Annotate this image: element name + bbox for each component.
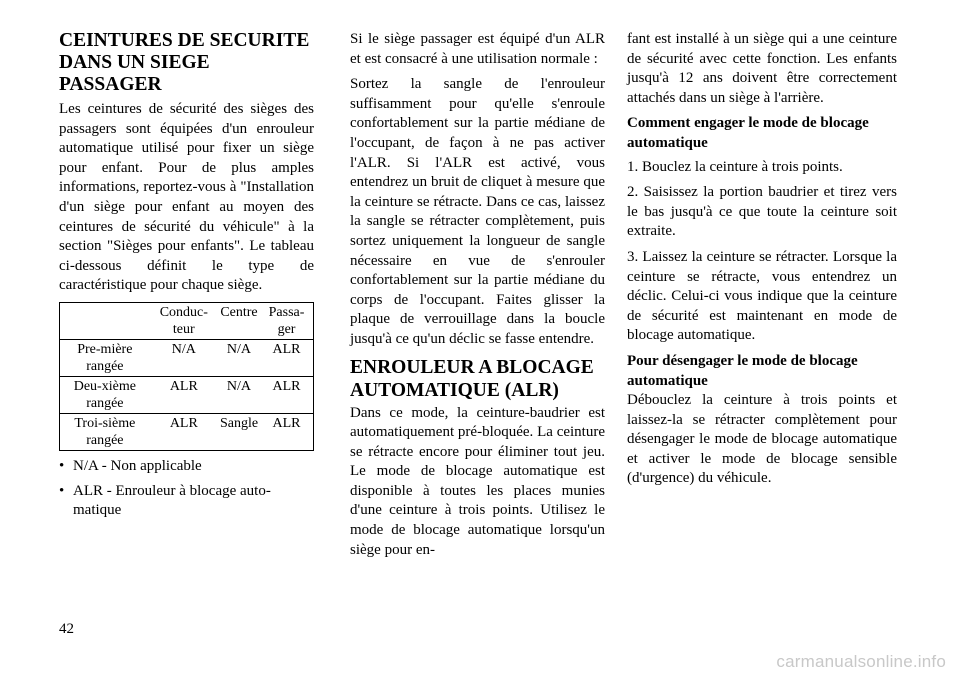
table-cell: ALR — [272, 341, 301, 357]
section-title-text: CEINTURES DE SECURITE DANS UN SIEGE PASSAGER — [59, 30, 310, 95]
table-cell: N/A — [226, 378, 252, 394]
paragraph: Sortez la sangle de l'enrouleur suffisamment pour qu'elle s'enroule confortablement sur la partie médiane de l'occupant, de façon à ne pas activer l'ALR. Si l'ALR est activé, vous entendrez un bruit de cliquet à mesure que la ceinture se rétracte. Dans ce cas, laissez la sangle se rétracter complètement, puis sortez uniquement la longueur de sangle nécessaire en vue de s'enrouler confortablement sur la partie médiane du corps de l'occupant. Faites glisser la plaque de verrouillage dans la boucle jusqu'à ce qu'un déclic se fasse entendre. — [350, 76, 605, 347]
table-row — [60, 339, 314, 376]
section-heading-alr: ENROULEUR A BLOCAGE AUTOMATIQUE (ALR) — [350, 356, 594, 401]
step-item: 2. Saisissez la portion baudrier et tirez vers le bas jusqu'à ce que toute la ceinture soit extraite. — [627, 184, 897, 240]
subheading-disengage: Pour désengager le mode de blocage automatique — [627, 352, 858, 389]
left-column — [59, 30, 314, 526]
table-header-row — [60, 302, 314, 339]
table-cell: ALR — [272, 378, 301, 394]
list-item: • ALR - Enrouleur à blocage auto-matique — [59, 482, 314, 521]
paragraph: Si le siège passager est équipé d'un ALR et est consacré à une utilisation normale : — [350, 31, 605, 67]
table-cell: Pre-mière rangée — [77, 341, 133, 374]
step-item: 1. Bouclez la ceinture à trois points. — [627, 158, 843, 175]
middle-column — [350, 30, 605, 566]
table-cell: Troi-sième rangée — [74, 415, 136, 448]
watermark: carmanualsonline.info — [776, 652, 946, 671]
table-row — [60, 376, 314, 413]
table-cell: ALR — [169, 415, 198, 431]
step-item: 3. Laissez la ceinture se rétracter. Lorsque la ceinture se rétracte, vous entendrez un déclic. Celui-ci vous indique que la ceinture de sécurité est maintenant en mode de blocage automatique. — [627, 248, 897, 344]
table-cell: Deu-xième rangée — [73, 378, 136, 411]
page-number: 42 — [59, 621, 74, 637]
intro-paragraph: Les ceintures de sécurité des sièges des passagers sont équipées d'un enrouleur automatique utilisé pour fixer un siège pour enfant. Pour de plus amples informations, reportez-vous à "Installation d'un siège pour enfant au moyen des ceintures de sécurité du véhicule" à la section "Sièges pour enfants". Le tableau ci-dessous définit le type de caractéristique pour chaque siège. — [59, 101, 314, 294]
table-header-cell: Passa-ger — [268, 304, 305, 337]
legend-list — [59, 457, 314, 521]
seat-feature-table — [59, 302, 314, 451]
table-cell: N/A — [226, 341, 252, 357]
table-header-cell: Conduc-teur — [159, 304, 208, 337]
section-title — [59, 30, 314, 96]
table-row — [60, 413, 314, 450]
table-cell: ALR — [272, 415, 301, 431]
paragraph: Débouclez la ceinture à trois points et laissez-la se rétracter complètement pour désengager le mode de blocage automatique et activer le mode de blocage sensible (d'urgence) du véhicule. — [627, 392, 897, 487]
table-header-cell — [60, 302, 150, 339]
subheading-engage: Comment engager le mode de blocage automatique — [627, 115, 869, 151]
paragraph: Dans ce mode, la ceinture-baudrier est automatiquement pré-bloquée. La ceinture se rétracte encore pour éliminer tout jeu. Le mode de blocage automatique est disponible à toutes les places munies d'une ceinture à trois points. Utilisez le mode de blocage automatique lorsqu'un siège pour en- — [350, 404, 605, 558]
list-item: • N/A - Non applicable — [59, 457, 314, 477]
paragraph: fant est installé à un siège qui a une ceinture de sécurité avec cette fonction. Les enfants jusqu'à 12 ans doivent être correctement attachés dans un siège à l'arrière. — [627, 31, 897, 106]
table-cell: ALR — [169, 378, 198, 394]
table-cell: Sangle — [219, 415, 259, 431]
table-header-cell: Centre — [220, 304, 258, 320]
right-column — [627, 30, 897, 495]
table-cell: N/A — [171, 341, 196, 357]
